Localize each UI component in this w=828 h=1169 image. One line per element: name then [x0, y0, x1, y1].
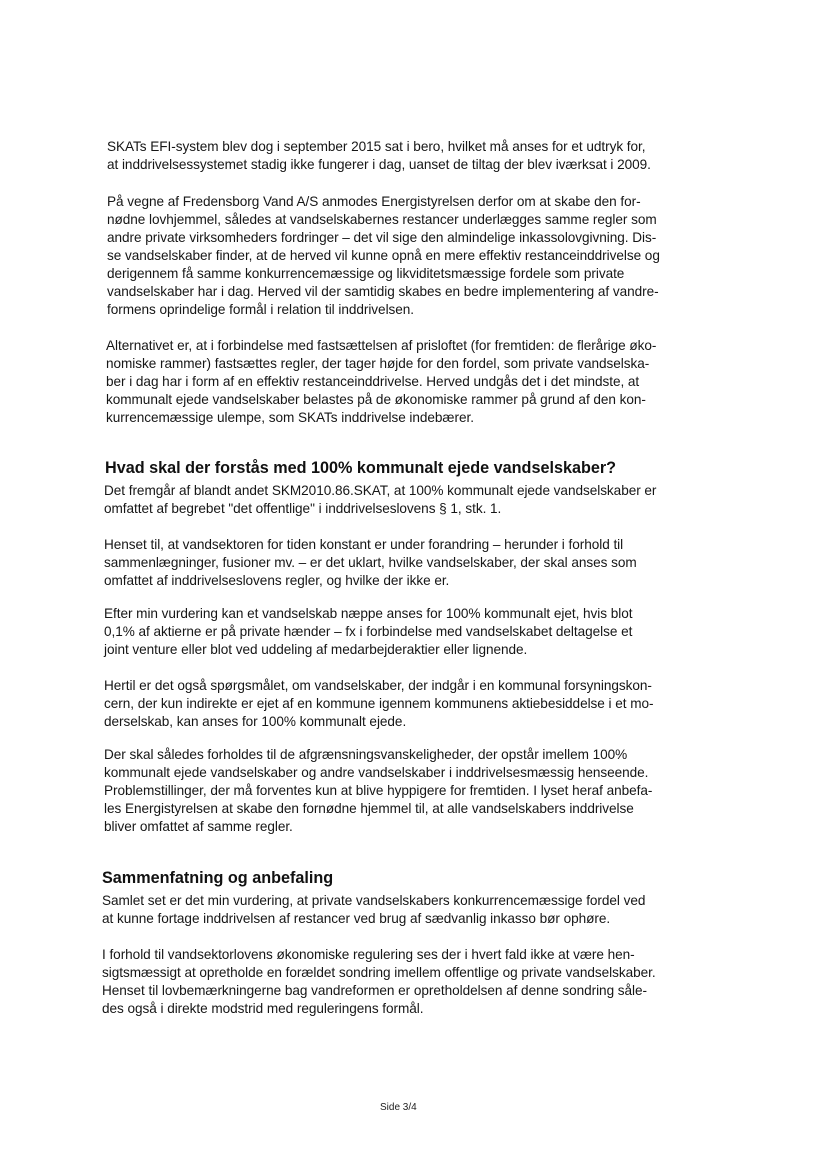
- section-heading: Sammenfatning og anbefaling: [102, 869, 334, 887]
- paragraph-line: kommunalt ejede vandselskaber belastes på de økonomiske rammer på grund af den kon-: [106, 392, 646, 407]
- paragraph-line: Henset til lovbemærkningerne bag vandreformen er opretholdelsen af denne sondring såle-: [102, 983, 648, 998]
- paragraph-line: derigennem få samme konkurrencemæssige og likviditetsmæssige fordele som private: [107, 266, 625, 281]
- paragraph-line: des også i direkte modstrid med reguleringens formål.: [102, 1001, 424, 1016]
- paragraph-line: cern, der kun indirekte er ejet af en kommune igennem kommunens aktiebesiddelse i et mo-: [104, 696, 654, 711]
- paragraph-line: Problemstillinger, der må forventes kun at blive hyppigere for fremtiden. I lyset heraf anbefa-: [104, 783, 653, 798]
- paragraph-line: ber i dag har i form af en effektiv restanceinddrivelse. Herved undgås det i det mindste, at: [106, 374, 640, 389]
- paragraph-line: at inddrivelsessystemet stadig ikke fungerer i dag, uanset de tiltag der blev iværksat i 2009.: [107, 157, 651, 172]
- paragraph-line: bliver omfattet af samme regler.: [104, 819, 293, 834]
- paragraph-line: Alternativet er, at i forbindelse med fastsættelsen af prisloftet (for fremtiden: de flerårige øko-: [106, 338, 657, 353]
- paragraph-line: les Energistyrelsen at skabe den fornødne hjemmel til, at alle vandselskabers inddrivelse: [104, 801, 634, 816]
- paragraph-line: se vandselskaber finder, at de herved vil kunne opnå en mere effektiv restanceinddrivelse og: [107, 248, 660, 263]
- paragraph-line: formens oprindelige formål i relation til inddrivelsen.: [107, 302, 415, 317]
- section-heading: Hvad skal der forstås med 100% kommunalt ejede vandselskaber?: [105, 459, 617, 477]
- paragraph-line: Der skal således forholdes til de afgrænsningsvanskeligheder, der opstår imellem 100%: [104, 747, 628, 762]
- paragraph-line: Efter min vurdering kan et vandselskab næppe anses for 100% kommunalt ejet, hvis blot: [104, 606, 633, 621]
- paragraph-line: I forhold til vandsektorlovens økonomiske regulering ses der i hvert fald ikke at være hen-: [102, 947, 635, 962]
- paragraph-line: nødne lovhjemmel, således at vandselskabernes restancer underlægges samme regler som: [107, 212, 657, 227]
- paragraph-line: SKATs EFI-system blev dog i september 2015 sat i bero, hvilket må anses for et udtryk for,: [107, 139, 646, 154]
- paragraph-line: kurrencemæssige ulempe, som SKATs inddrivelse indebærer.: [106, 410, 474, 425]
- paragraph-line: joint venture eller blot ved uddeling af medarbejderaktier eller lignende.: [104, 642, 528, 657]
- paragraph-line: omfattet af begrebet "det offentlige" i inddrivelseslovens § 1, stk. 1.: [104, 501, 502, 516]
- paragraph-line: omfattet af inddrivelseslovens regler, og hvilke der ikke er.: [104, 573, 450, 588]
- paragraph-line: Hertil er det også spørgsmålet, om vandselskaber, der indgår i en kommunal forsyningskon-: [104, 678, 652, 693]
- paragraph-line: På vegne af Fredensborg Vand A/S anmodes Energistyrelsen derfor om at skabe den for-: [107, 194, 641, 209]
- paragraph-line: Det fremgår af blandt andet SKM2010.86.SKAT, at 100% kommunalt ejede vandselskaber er: [104, 483, 657, 498]
- paragraph-line: Henset til, at vandsektoren for tiden konstant er under forandring – herunder i forhold til: [104, 537, 624, 552]
- paragraph-line: vandselskaber har i dag. Herved vil der samtidig skabes en bedre implementering af vandre-: [107, 284, 659, 299]
- paragraph-line: 0,1% af aktierne er på private hænder – fx i forbindelse med vandselskabet deltagelse et: [104, 624, 633, 639]
- paragraph-line: sigtsmæssigt at opretholde en forældet sondring imellem offentlige og private vandselskaber.: [102, 965, 656, 980]
- paragraph-line: andre private virksomheders fordringer – det vil sige den almindelige inkassolovgivning. Dis-: [107, 230, 657, 245]
- paragraph-line: nomiske rammer) fastsættes regler, der tager højde for den fordel, som private vandselska-: [106, 356, 650, 371]
- page-number: Side 3/4: [380, 1102, 417, 1113]
- paragraph-line: derselskab, kan anses for 100% kommunalt ejede.: [104, 714, 407, 729]
- paragraph-line: Samlet set er det min vurdering, at private vandselskabers konkurrencemæssige fordel ved: [102, 893, 646, 908]
- paragraph-line: at kunne fortage inddrivelsen af restancer ved brug af sædvanlig inkasso bør ophøre.: [102, 911, 611, 926]
- paragraph-line: kommunalt ejede vandselskaber og andre vandselskaber i inddrivelsesmæssig henseende.: [104, 765, 649, 780]
- paragraph-line: sammenlægninger, fusioner mv. – er det uklart, hvilke vandselskaber, der skal anses som: [104, 555, 637, 570]
